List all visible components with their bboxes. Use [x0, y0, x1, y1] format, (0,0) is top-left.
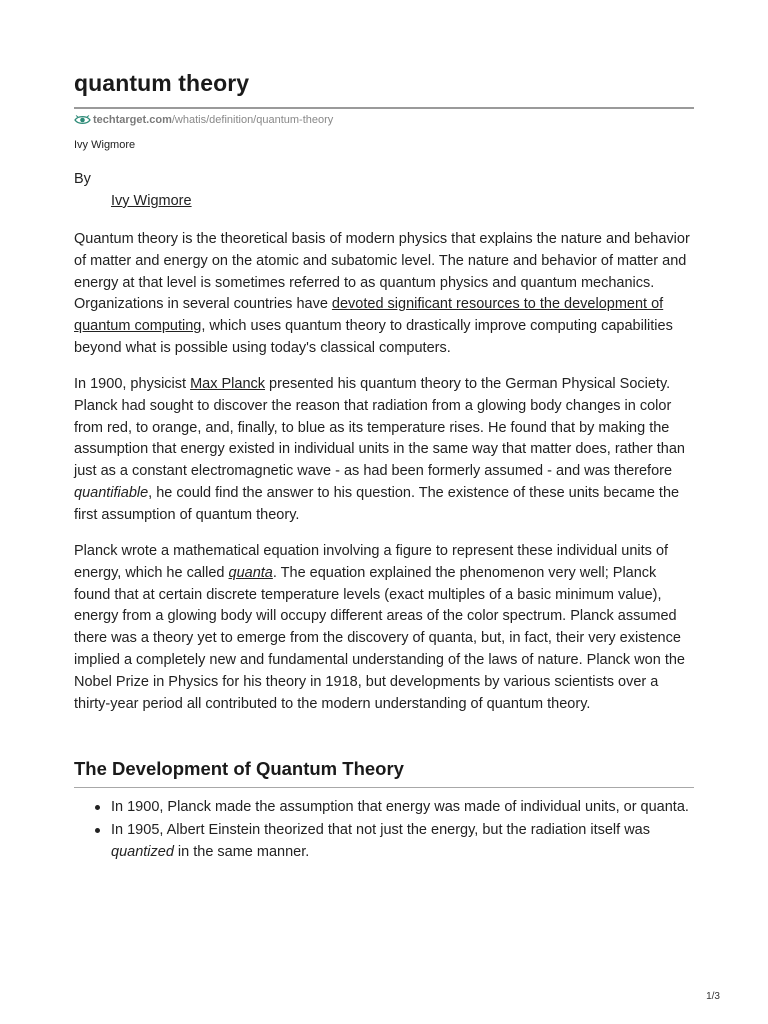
- page-number: 1/3: [706, 991, 720, 1002]
- list-item: [111, 819, 694, 864]
- emphasis-text: quantized: [111, 844, 174, 860]
- author-name: Ivy Wigmore: [74, 139, 136, 151]
- list-item: [111, 796, 694, 819]
- paragraph-text: presented his quantum theory to the German Physical Society. Planck had sought to discover the reason that radiation from a glowing body changes in color from red, to orange, and, finally, to blue as its temperature rises. He found that by making the assumption that energy existed in individual units in the same way that matter does, rather than just as a constant electromagnetic wave - as had been formerly assumed - and was therefore: [74, 376, 685, 480]
- paragraph-text: In 1900, physicist: [74, 376, 191, 392]
- bullet-dot: [95, 828, 100, 833]
- byline-label: By: [74, 171, 91, 187]
- list-item-text: In 1900, Planck made the assumption that energy was made of individual units, or quanta.: [111, 799, 689, 815]
- author-link[interactable]: Ivy Wigmore: [111, 193, 192, 209]
- emphasis-text: quantifiable: [74, 484, 149, 501]
- eye-icon: [74, 114, 91, 126]
- paragraph-text: Planck wrote a mathematical equation involving a figure to represent these individual units of energy, which he called: [74, 543, 669, 581]
- source-url[interactable]: [74, 114, 333, 126]
- paragraph-intro: [74, 229, 694, 360]
- development-list: [111, 796, 694, 864]
- quanta-link[interactable]: [229, 565, 273, 581]
- page-title: quantum theory: [74, 70, 250, 96]
- list-item-text: in the same manner.: [173, 844, 310, 860]
- paragraph-planck: [74, 374, 694, 527]
- paragraph-text: , which uses quantum theory to drastically improve computing capabilities beyond what is possible using today's classical computers.: [74, 318, 673, 356]
- source-path: /whatis/definition/quantum-theory: [171, 114, 334, 126]
- section-heading: The Development of Quantum Theory: [74, 758, 404, 779]
- paragraph-text: , he could find the answer to his question. The existence of these units became the first assumption of quantum theory.: [74, 484, 680, 523]
- paragraph-text: . The equation explained the phenomenon very well; Planck found that at certain discrete temperature levels (exact multiples of a basic minimum value), energy from a glowing body will occupy different areas of the color spectrum. Planck assumed there was a theory yet to emerge from the discovery of quanta, but, in fact, their very existence implied a completely new and fundamental understanding of the laws of nature. Planck won the Nobel Prize in Physics for his theory in 1918, but developments by various scientists over a thirty-year period all contributed to the modern understanding of quantum theory.: [74, 564, 685, 712]
- quanta-link-text: quanta: [228, 564, 273, 581]
- max-planck-link[interactable]: Max Planck: [190, 376, 266, 392]
- quantum-computing-link[interactable]: devoted significant resources to the development of quantum computing: [74, 296, 664, 335]
- title-divider: [74, 107, 694, 109]
- list-item-text: In 1905, Albert Einstein theorized that not just the energy, but the radiation itself was: [111, 821, 650, 838]
- source-domain: techtarget.com: [93, 114, 172, 126]
- bullet-dot: [95, 805, 100, 810]
- paragraph-equation: [74, 541, 694, 715]
- section-divider: [74, 787, 694, 788]
- paragraph-text: Quantum theory is the theoretical basis of modern physics that explains the nature and behavior of matter and energy on the atomic and subatomic level. The nature and behavior of matter and energy at that level is sometimes referred to as quantum physics and quantum mechanics. Organizations in several countries have: [74, 231, 690, 313]
